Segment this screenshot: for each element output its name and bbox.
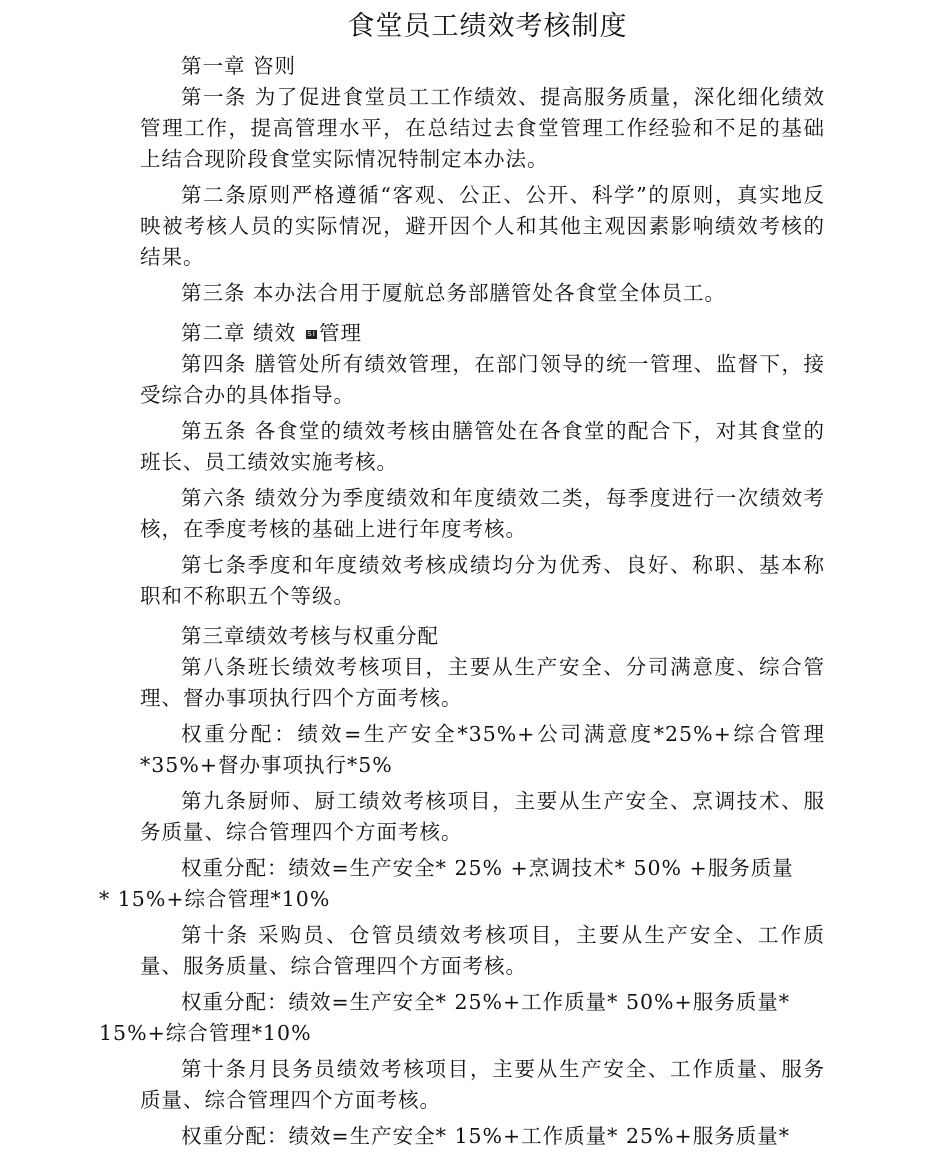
chapter-2-heading-part-a: 第二章 绩效 — [181, 321, 297, 345]
weight-article-9-line-2: * 15%+综合管理*10% — [99, 887, 331, 911]
chapter-2-heading — [140, 318, 825, 349]
weight-article-8: 权重分配：绩效=生产安全*35%+公司满意度*25%+综合管理*35%+督办事项执行*5% — [140, 722, 825, 777]
weight-article-10 — [99, 987, 825, 1049]
article-4: 第四条 膳管处所有绩效管理，在部门领导的统一管理、监督下，接受综合办的具体指导。 — [140, 352, 825, 407]
stamp-mark-icon: SI — [307, 330, 316, 338]
chapter-2-heading-part-b: 管理 — [319, 321, 363, 345]
article-1: 第一条 为了促进食堂员工工作绩效、提高服务质量，深化细化绩效管理工作，提高管理水平，在总结过去食堂管理工作经验和不足的基础上结合现阶段食堂实际情况特制定本办法。 — [140, 85, 825, 171]
document-page — [99, 0, 825, 1152]
article-10: 第十条 采购员、仓管员绩效考核项目，主要从生产安全、工作质量、服务质量、综合管理四个方面考核。 — [140, 923, 825, 978]
weight-article-9 — [99, 853, 825, 915]
chapter-3-heading: 第三章绩效考核与权重分配 — [181, 624, 439, 648]
article-6: 第六条 绩效分为季度绩效和年度绩效二类，每季度进行一次绩效考核，在季度考核的基础上进行年度考核。 — [140, 486, 825, 541]
article-7: 第七条季度和年度绩效考核成绩均分为优秀、良好、称职、基本称职和不称职五个等级。 — [140, 553, 825, 608]
article-8: 第八条班长绩效考核项目，主要从生产安全、分司满意度、综合管理、督办事项执行四个方面考核。 — [140, 655, 825, 710]
article-11: 第十条月艮务员绩效考核项目，主要从生产安全、工作质量、服务质量、综合管理四个方面考核。 — [140, 1057, 825, 1112]
chapter-1-heading: 第一章 咨则 — [181, 54, 297, 78]
article-2: 第二条原则严格遵循“客观、公正、公开、科学”的原则，真实地反映被考核人员的实际情况，避开因个人和其他主观因素影响绩效考核的结果。 — [140, 183, 825, 269]
weight-article-10-line-1: 权重分配：绩效=生产安全* 25%+工作质量* 50%+服务质量* — [181, 990, 790, 1014]
weight-article-11: 权重分配：绩效=生产安全* 15%+工作质量* 25%+服务质量* — [181, 1124, 790, 1148]
document-title: 食堂员工绩效考核制度 — [347, 11, 628, 42]
weight-article-10-line-2: 15%+综合管理*10% — [99, 1021, 312, 1045]
article-5: 第五条 各食堂的绩效考核由膳管处在各食堂的配合下，对其食堂的班长、员工绩效实施考核。 — [140, 419, 825, 474]
weight-article-9-line-1: 权重分配：绩效=生产安全* 25% +烹调技术* 50% +服务质量 — [181, 856, 794, 880]
article-9: 第九条厨师、厨工绩效考核项目，主要从生产安全、烹调技术、服务质量、综合管理四个方面考核。 — [140, 789, 825, 844]
article-3: 第三条 本办法合用于厦航总务部膳管处各食堂全体员工。 — [181, 281, 727, 305]
